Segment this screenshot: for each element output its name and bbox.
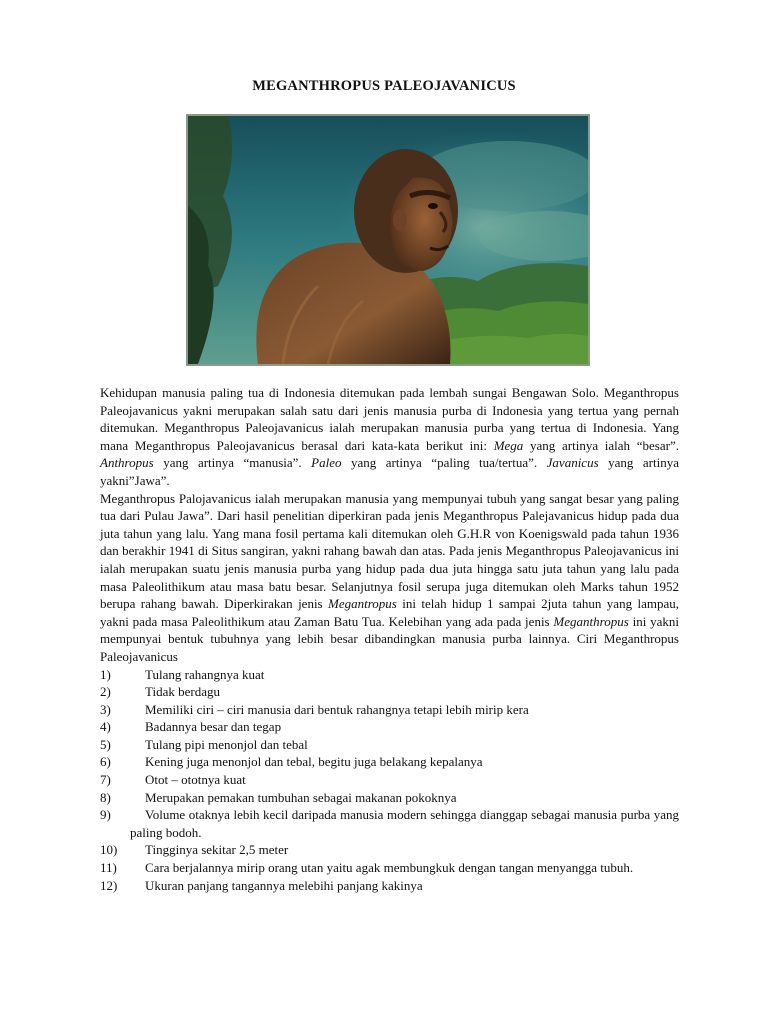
list-item: [100, 841, 679, 859]
list-item-text: Badannya besar dan tegap: [145, 719, 282, 735]
document-body: [100, 384, 679, 894]
document-title: MEGANTHROPUS PALEOJAVANICUS: [252, 78, 516, 94]
paragraph-intro-text-c: yang artinya “manusia”.: [153, 455, 312, 471]
list-item-text: Tidak berdagu: [145, 684, 220, 700]
paragraph-description-text-b: ini telah hidup 1 sampai 2juta tahun yang lampau, yakni pada masa Paleolithikum atau Zaman Batu Tua. Kelebihan yang ada pada jenis: [100, 596, 679, 629]
term-meganthropus: Meganthropus: [553, 613, 629, 629]
list-item: [100, 736, 679, 754]
list-item-number: 5): [100, 736, 111, 752]
term-paleo: Paleo: [311, 455, 342, 471]
list-item: [100, 666, 679, 684]
list-item-text: Kening juga menonjol dan tebal, begitu juga belakang kepalanya: [145, 754, 483, 770]
list-item-number: 2): [100, 684, 111, 700]
list-item: [100, 771, 679, 789]
term-mega: Mega: [493, 437, 524, 453]
list-item-number: 6): [100, 754, 111, 770]
meganthropus-painting-icon: [188, 116, 588, 364]
list-item-text: Otot – ototnya kuat: [145, 772, 246, 788]
paragraph-intro-text-a: Kehidupan manusia paling tua di Indonesia ditemukan pada lembah sungai Bengawan Solo. Meganthropus Paleojavanicus yakni merupakan salah satu dari jenis manusia purba di Indonesia yang tertua yang pernah ditemukan. Meganthropus Paleojavanicus ialah merupakan manusia purba yang tertua di Indonesia. Yang mana Meganthropus Paleojavanicus berasal dari kata-kata berikut ini:: [100, 385, 679, 453]
list-item-number: 11): [100, 860, 117, 876]
paragraph-description-text-a: Meganthropus Palojavanicus ialah merupakan manusia yang mempunyai tubuh yang sangat besar yang paling tua dari Pulau Jawa”. Dari hasil penelitian diperkiran pada jenis Meganthropus Palejavanicus hidup pada dua juta tahun yang lalu. Yang mana fosil pertama kali ditemukan oleh G.H.R von Koenigswald pada tahun 1936 dan berakhir 1941 di Situs sangiran, yakni rahang bawah dan atas. Pada jenis Meganthropus Paleojavanicus ini ialah merupakan suatu jenis manusia purba yang hidup pada dua juta hingga satu juta tahun yang lalu pada masa Paleolithikum atau masa batu besar. Selanjutnya fosil serupa juga ditemukan oleh Marks tahun 1952 berupa rahang bawah. Diperkirakan jenis: [100, 490, 679, 612]
list-item-text: Volume otaknya lebih kecil daripada manusia modern sehingga dianggap sebagai manusia purba yang paling bodoh.: [130, 807, 679, 840]
list-item-number: 12): [100, 877, 118, 893]
list-item-number: 1): [100, 666, 111, 682]
list-item: [100, 701, 679, 719]
list-item-text: Memiliki ciri – ciri manusia dari bentuk rahangnya tetapi lebih mirip kera: [145, 701, 529, 717]
paragraph-intro-text-b: yang artinya ialah “besar”.: [523, 437, 679, 453]
list-item-number: 7): [100, 772, 111, 788]
term-javanicus: Javanicus: [546, 455, 599, 471]
list-item: [100, 877, 679, 895]
list-item: [100, 859, 679, 877]
list-item-text: Cara berjalannya mirip orang utan yaitu agak membungkuk dengan tangan menyangga tubuh.: [145, 860, 634, 876]
paragraph-description: [100, 490, 679, 666]
list-item-number: 9): [100, 807, 111, 823]
list-item-text: Tulang pipi menonjol dan tebal: [145, 736, 308, 752]
list-item-number: 10): [100, 842, 118, 858]
list-item: [100, 806, 679, 841]
list-item-number: 3): [100, 701, 111, 717]
term-anthropus: Anthropus: [100, 455, 154, 471]
paragraph-intro-text-d: yang artinya “paling tua/tertua”.: [341, 455, 547, 471]
list-item: [100, 718, 679, 736]
meganthropus-illustration: [186, 114, 590, 366]
list-item-text: Ukuran panjang tangannya melebihi panjang kakinya: [145, 877, 423, 893]
list-item-text: Tulang rahangnya kuat: [145, 666, 265, 682]
list-item: [100, 789, 679, 807]
paragraph-description-text-c: ini yakni mempunyai bentuk tubuhnya yang lebih besar dibandingkan manusia purba lainnya. Ciri Meganthropus Paleojavanicus: [100, 613, 679, 664]
list-item-text: Merupakan pemakan tumbuhan sebagai makanan pokoknya: [145, 789, 457, 805]
list-item: [100, 753, 679, 771]
paragraph-intro-text-e: yang artinya yakni”Jawa”.: [100, 455, 679, 488]
characteristics-list: [100, 666, 679, 895]
paragraph-intro: [100, 384, 679, 490]
list-item-number: 4): [100, 719, 111, 735]
list-item: [100, 683, 679, 701]
list-item-text: Tingginya sekitar 2,5 meter: [145, 842, 289, 858]
term-megantropus: Megantropus: [328, 596, 397, 612]
list-item-number: 8): [100, 789, 111, 805]
